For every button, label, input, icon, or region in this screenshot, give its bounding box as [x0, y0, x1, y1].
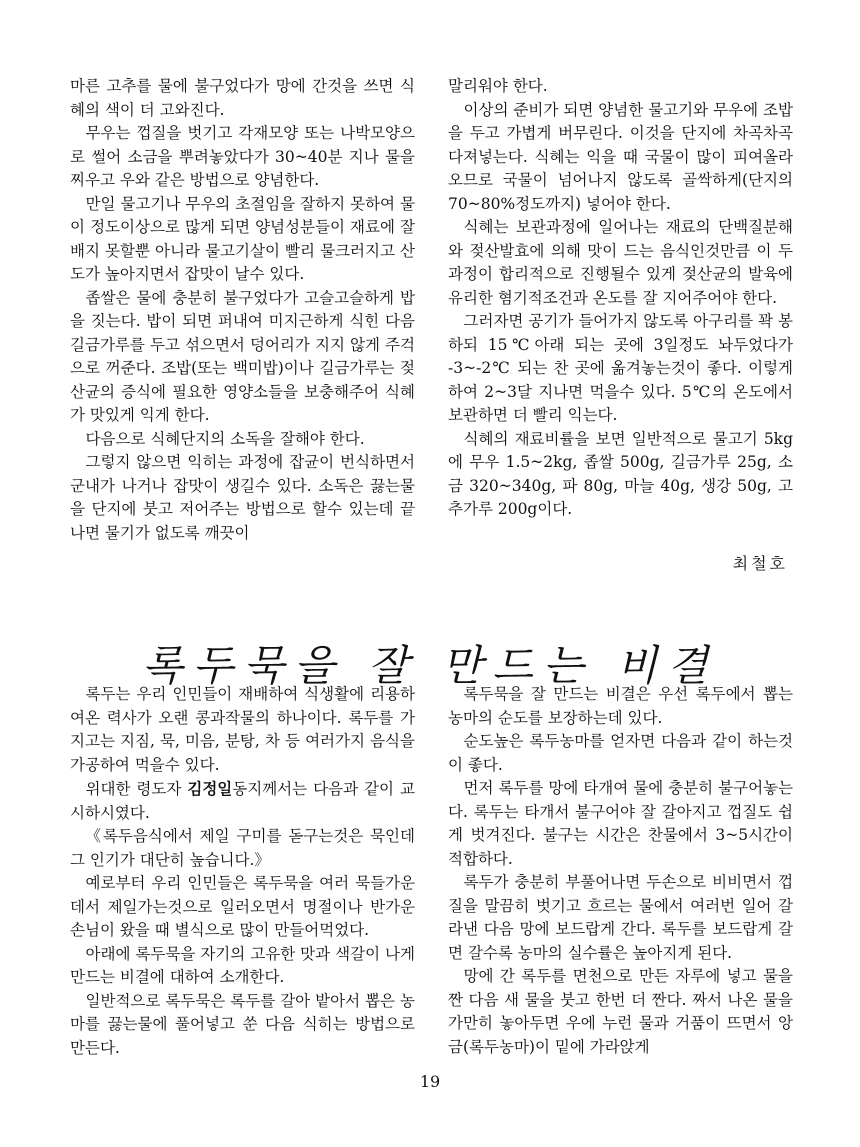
text-span: 동지께서는 다음과 같이 교시하시였다. — [70, 780, 415, 822]
paragraph: 록두가 충분히 부풀어나면 두손으로 비비면서 껍질을 말끔히 벗기고 흐르는 물에서 여러번 일어 갈라낸 다음 망에 보드랍게 간다. 록두를 보드랍게 갈면 갈수록 농마의 실수률은 높아지게 된다. — [448, 873, 793, 962]
article-left-column — [70, 683, 415, 1060]
paragraph: 마른 고추를 물에 불구었다가 망에 간것을 쓰면 식혜의 색이 더 고와진다. — [70, 77, 415, 119]
author-name: 최철호 — [732, 554, 788, 573]
paragraph: 만일 물고기나 무우의 초절임을 잘하지 못하여 물이 정도이상으로 많게 되면 양념성분들이 재료에 잘 배지 못할뿐 아니라 물고기살이 빨리 물크러지고 산도가 높아지면서 잡맛이 날수 있다. — [70, 194, 415, 283]
paragraph — [70, 777, 415, 825]
top-right-column — [448, 75, 793, 522]
paragraph: 그렇지 않으면 익히는 과정에 잡균이 번식하면서 군내가 나거나 잡맛이 생길수 있다. 소독은 끓는물을 단지에 붓고 저어주는 방법으로 할수 있는데 끝나면 물기가 없도록 깨끗이 — [70, 453, 415, 542]
article-right-column — [448, 683, 793, 1059]
paragraph: 예로부터 우리 인민들은 록두묵을 여러 묵들가운데서 제일가는것으로 일러오면서 명절이나 반가운 손님이 왔을 때 별식으로 많이 만들어먹었다. — [70, 874, 415, 939]
paragraph: 일반적으로 록두묵은 록두를 갈아 밭아서 뽑은 농마를 끓는물에 풀어넣고 쑨 다음 식히는 방법으로 만든다. — [70, 991, 415, 1057]
paragraph: 말리워야 한다. — [448, 77, 548, 95]
page-number: 19 — [419, 1072, 441, 1091]
quotation: 《록두음식에서 제일 구미를 돋구는것은 묵인데 그 인기가 대단히 높습니다.》 — [70, 827, 415, 869]
paragraph: 록두묵을 잘 만드는 비결은 우선 록두에서 뽑는 농마의 순도를 보장하는데 있다. — [448, 685, 793, 727]
paragraph: 좁쌀은 물에 충분히 불구었다가 고슬고슬하게 밥을 짓는다. 밥이 되면 퍼내여 미지근하게 식힌 다음 길금가루를 두고 섞으면서 덩어리가 지지 않게 주걱으로 꺼준다. 조밥(또는 백미밥)이나 길금가루는 젖산균의 증식에 필요한 영양소들을 보충해주어 식혜가 맛있게 익게 한다. — [70, 288, 415, 424]
paragraph: 먼저 록두를 망에 타개여 물에 충분히 불구어놓는다. 록두는 타개서 불구어야 잘 갈아지고 껍질도 쉽게 벗겨진다. 불구는 시간은 찬물에서 3~5시간이 적합하다. — [448, 779, 793, 868]
paragraph: 무우는 껍질을 벗기고 각재모양 또는 나박모양으로 썰어 소금을 뿌려놓았다가 30~40분 지나 물을 찌우고 우와 같은 방법으로 양념한다. — [70, 124, 415, 189]
leader-name: 김정일 — [187, 779, 233, 798]
paragraph: 그러자면 공기가 들어가지 않도록 아구리를 꽉 봉하되 15℃아래 되는 곳에 3일정도 놔두었다가 -3~-2℃ 되는 찬 곳에 옮겨놓는것이 좋다. 이렇게 하여 2~3달 지나면 먹을수 있다. 5℃의 온도에서 보관하면 더 빨리 익는다. — [448, 312, 793, 424]
paragraph: 다음으로 식혜단지의 소독을 잘해야 한다. — [85, 429, 365, 448]
paragraph: 이상의 준비가 되면 양념한 물고기와 무우에 조밥을 두고 가볍게 버무린다. 이것을 단지에 차곡차곡 다져넣는다. 식혜는 익을 때 국물이 많이 피여올라오므로 국물이 넘어나지 않도록 골싹하게(단지의 70~80%정도까지) 넣어야 한다. — [448, 100, 793, 213]
article-title: 록두묵을 잘 만드는 비결 — [142, 641, 718, 691]
paragraph: 식혜의 재료비률을 보면 일반적으로 물고기 5kg에 무우 1.5~2kg, 좁쌀 500g, 길금가루 25g, 소금 320~340g, 파 80g, 마늘 40g, 생강 50g, 고추가루 200g이다. — [448, 429, 793, 518]
text-span: 위대한 령도자 — [85, 780, 188, 798]
paragraph: 순도높은 록두농마를 얻자면 다음과 같이 하는것이 좋다. — [448, 732, 793, 774]
paragraph: 아래에 록두묵을 자기의 고유한 맛과 색갈이 나게 만드는 비결에 대하여 소개한다. — [70, 944, 415, 986]
paragraph: 록두는 우리 인민들이 재배하여 식생활에 리용하여온 력사가 오랜 콩과작물의 하나이다. 록두를 가지고는 지짐, 묵, 미음, 분탕, 차 등 여러가지 음식을 가공하여 먹을수 있다. — [70, 685, 415, 774]
top-left-column — [70, 75, 415, 545]
paragraph: 망에 간 록두를 면천으로 만든 자루에 넣고 물을 짠 다음 새 물을 붓고 한번 더 짠다. 짜서 나온 물을 가만히 놓아두면 우에 누런 물과 거품이 뜨면서 앙금(록두농마)이 밑에 가라앉게 — [448, 967, 793, 1056]
paragraph: 식혜는 보관과정에 일어나는 재료의 단백질분해와 젖산발효에 의해 맛이 드는 음식인것만큼 이 두 과정이 합리적으로 진행될수 있게 젖산균의 발육에 유리한 혐기적조건과 온도를 잘 지어주어야 한다. — [448, 218, 793, 307]
